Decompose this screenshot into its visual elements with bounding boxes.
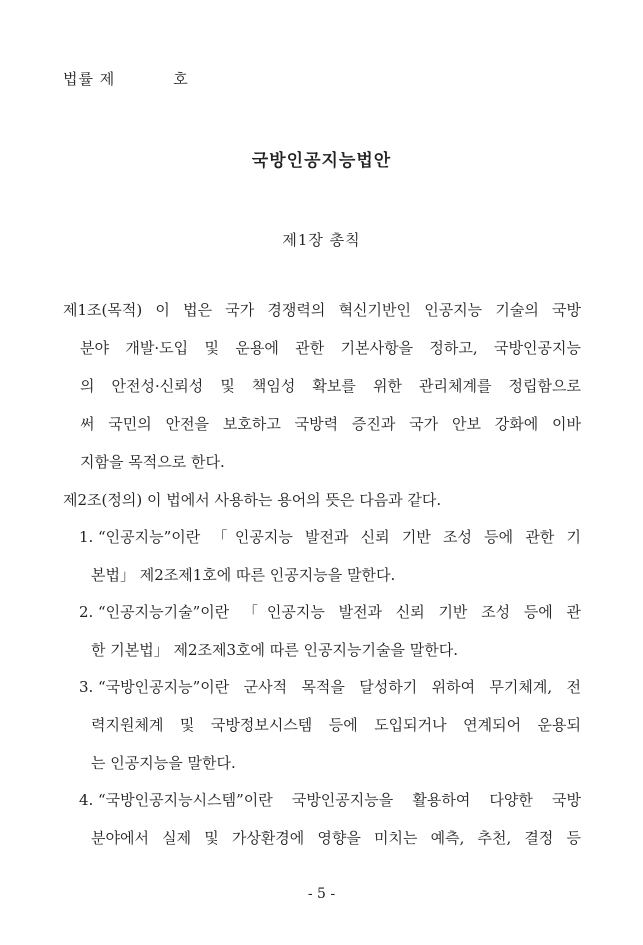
- item-1-number: 1.: [79, 528, 94, 546]
- item-2-line-2: 한 기본법」 제2조제3호에 따른 인공지능기술을 말한다.: [91, 641, 458, 659]
- article1-line-1: 제1조(목적) 이 법은 국가 경쟁력의 혁신기반인 인공지능 기술의 국방: [63, 301, 581, 319]
- article1-line-5: 지함을 목적으로 한다.: [80, 453, 225, 471]
- item-2-line-1: “인공지능기술”이란 「인공지능 발전과 신뢰 기반 조성 등에 관: [98, 603, 581, 621]
- article1-line-3: 의 안전성·신뢰성 및 책임성 확보를 위한 관리체계를 정립함으로: [80, 377, 581, 395]
- number-suffix: 호: [173, 70, 189, 88]
- item-2-number: 2.: [79, 603, 94, 621]
- bill-title: 국방인공지능법안: [251, 151, 392, 171]
- law-label: 법률: [63, 70, 94, 88]
- article1-line-4: 써 국민의 안전을 보호하고 국방력 증진과 국가 안보 강화에 이바: [80, 415, 581, 433]
- item-1-line-1: “인공지능”이란 「인공지능 발전과 신뢰 기반 조성 등에 관한 기: [98, 528, 581, 546]
- number-label: 제: [99, 70, 116, 88]
- item-4-line-1: “국방인공지능시스템”이란 국방인공지능을 활용하여 다양한 국방: [98, 791, 581, 809]
- item-4-line-2: 분야에서 실제 및 가상환경에 영향을 미치는 예측, 추천, 결정 등: [91, 829, 581, 847]
- item-1-line-2: 본법」 제2조제1호에 따른 인공지능을 말한다.: [91, 566, 396, 584]
- article1-line-2: 분야 개발·도입 및 운용에 관한 기본사항을 정하고, 국방인공지능: [80, 339, 581, 357]
- item-3-number: 3.: [79, 678, 94, 696]
- item-4-number: 4.: [79, 791, 94, 809]
- item-3-line-2: 력지원체계 및 국방정보시스템 등에 도입되거나 연계되어 운용되: [91, 716, 581, 734]
- page-number: - 5 -: [307, 886, 336, 902]
- chapter-heading: 제1장 총칙: [282, 231, 361, 249]
- article2-heading: 제2조(정의) 이 법에서 사용하는 용어의 뜻은 다음과 같다.: [63, 491, 442, 509]
- law-number-line: [63, 68, 189, 89]
- item-3-line-1: “국방인공지능”이란 군사적 목적을 달성하기 위하여 무기체계, 전: [98, 678, 581, 696]
- item-3-line-3: 는 인공지능을 말한다.: [91, 754, 236, 772]
